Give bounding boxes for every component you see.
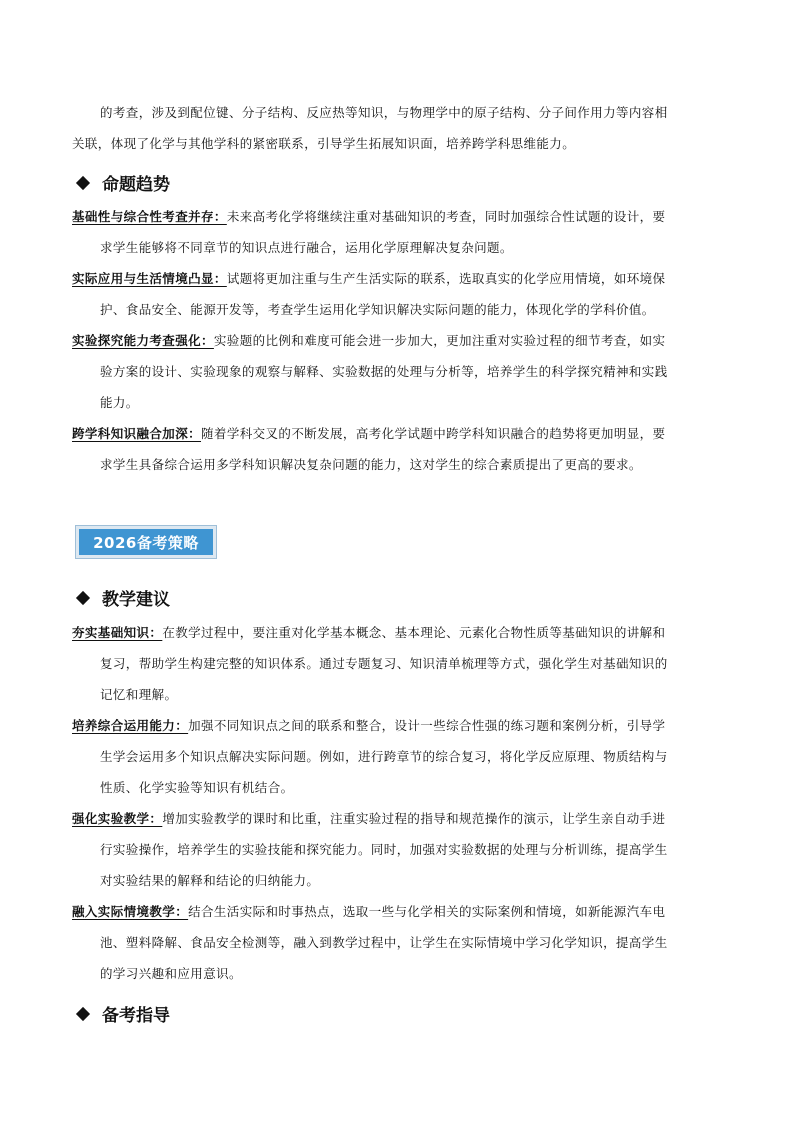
teaching-item-3 (72, 803, 724, 834)
section-banner (76, 526, 216, 558)
item-text: 在教学过程中，要注重对化学基本概念、基本理论、元素化合物性质等基础知识的讲解和 (162, 625, 666, 640)
teaching-item-4-cont2: 的学习兴趣和应用意识。 (100, 966, 242, 981)
section-heading-guidance (76, 1001, 170, 1026)
item-lead: 跨学科知识融合加深： (72, 426, 202, 441)
item-lead: 基础性与综合性考查并存： (72, 209, 227, 224)
diamond-bullet-icon (76, 1006, 90, 1020)
heading-text: 教学建议 (102, 590, 170, 610)
item-text: 未来高考化学将继续注重对基础知识的考查，同时加强综合性试题的设计，要 (226, 209, 666, 224)
trend-item-3-cont2: 能力。 (100, 395, 139, 410)
teaching-item-3-cont: 行实验操作，培养学生的实验技能和探究能力。同时，加强对实验数据的处理与分析训练，提高学生 (100, 842, 668, 857)
trend-item-1 (72, 201, 724, 232)
heading-text: 备考指导 (102, 1006, 170, 1026)
teaching-item-2 (72, 710, 724, 741)
item-text: 结合生活实际和时事热点，选取一些与化学相关的实际案例和情境，如新能源汽车电 (188, 904, 666, 919)
trend-item-3-cont: 验方案的设计、实验现象的观察与解释、实验数据的处理与分析等，培养学生的科学探究精神和实践 (100, 364, 668, 379)
teaching-item-3-cont2: 对实验结果的解释和结论的归纳能力。 (100, 873, 320, 888)
item-lead: 培养综合运用能力： (72, 718, 189, 733)
trend-item-4 (72, 418, 724, 449)
item-lead: 融入实际情境教学： (72, 904, 189, 919)
trend-item-1-cont: 求学生能够将不同章节的知识点进行融合，运用化学原理解决复杂问题。 (100, 240, 513, 255)
banner-title: 2026备考策略 (93, 533, 199, 552)
item-lead: 实际应用与生活情境凸显： (72, 271, 227, 286)
teaching-item-1-cont2: 记忆和理解。 (100, 687, 178, 702)
trend-item-4-cont: 求学生具备综合运用多学科知识解决复杂问题的能力，这对学生的综合素质提出了更高的要求。 (100, 457, 642, 472)
trend-item-2-cont: 护、食品安全、能源开发等，考查学生运用化学知识解决实际问题的能力，体现化学的学科价值。 (100, 302, 655, 317)
item-text: 实验题的比例和难度可能会进一步加大，更加注重对实验过程的细节考查，如实 (213, 333, 666, 348)
item-lead: 强化实验教学： (72, 811, 163, 826)
trend-item-3 (72, 325, 724, 356)
trend-item-2 (72, 263, 724, 294)
item-text: 试题将更加注重与生产生活实际的联系，选取真实的化学应用情境，如环境保 (226, 271, 666, 286)
item-lead: 夯实基础知识： (72, 625, 163, 640)
intro-line-2: 关联，体现了化学与其他学科的紧密联系，引导学生拓展知识面，培养跨学科思维能力。 (72, 136, 576, 151)
item-text: 增加实验教学的课时和比重，注重实验过程的指导和规范操作的演示，让学生亲自动手进 (162, 811, 666, 826)
diamond-bullet-icon (76, 175, 90, 189)
item-lead: 实验探究能力考查强化： (72, 333, 214, 348)
item-text: 随着学科交叉的不断发展，高考化学试题中跨学科知识融合的趋势将更加明显，要 (201, 426, 666, 441)
heading-text: 命题趋势 (102, 175, 170, 195)
section-heading-trend (76, 170, 170, 195)
teaching-item-2-cont: 生学会运用多个知识点解决实际问题。例如，进行跨章节的综合复习，将化学反应原理、物质结构与 (100, 749, 668, 764)
item-text: 加强不同知识点之间的联系和整合，设计一些综合性强的练习题和案例分析，引导学 (188, 718, 666, 733)
diamond-bullet-icon (76, 590, 90, 604)
section-heading-teaching (76, 585, 170, 610)
teaching-item-4-cont: 池、塑料降解、食品安全检测等，融入到教学过程中，让学生在实际情境中学习化学知识，提高学生 (100, 935, 668, 950)
teaching-item-4 (72, 896, 724, 927)
teaching-item-1-cont: 复习，帮助学生构建完整的知识体系。通过专题复习、知识清单梳理等方式，强化学生对基础知识的 (100, 656, 668, 671)
teaching-item-2-cont2: 性质、化学实验等知识有机结合。 (100, 780, 294, 795)
teaching-item-1 (72, 617, 724, 648)
intro-line-1: 的考查，涉及到配位键、分子结构、反应热等知识，与物理学中的原子结构、分子间作用力等内容相 (100, 105, 668, 120)
